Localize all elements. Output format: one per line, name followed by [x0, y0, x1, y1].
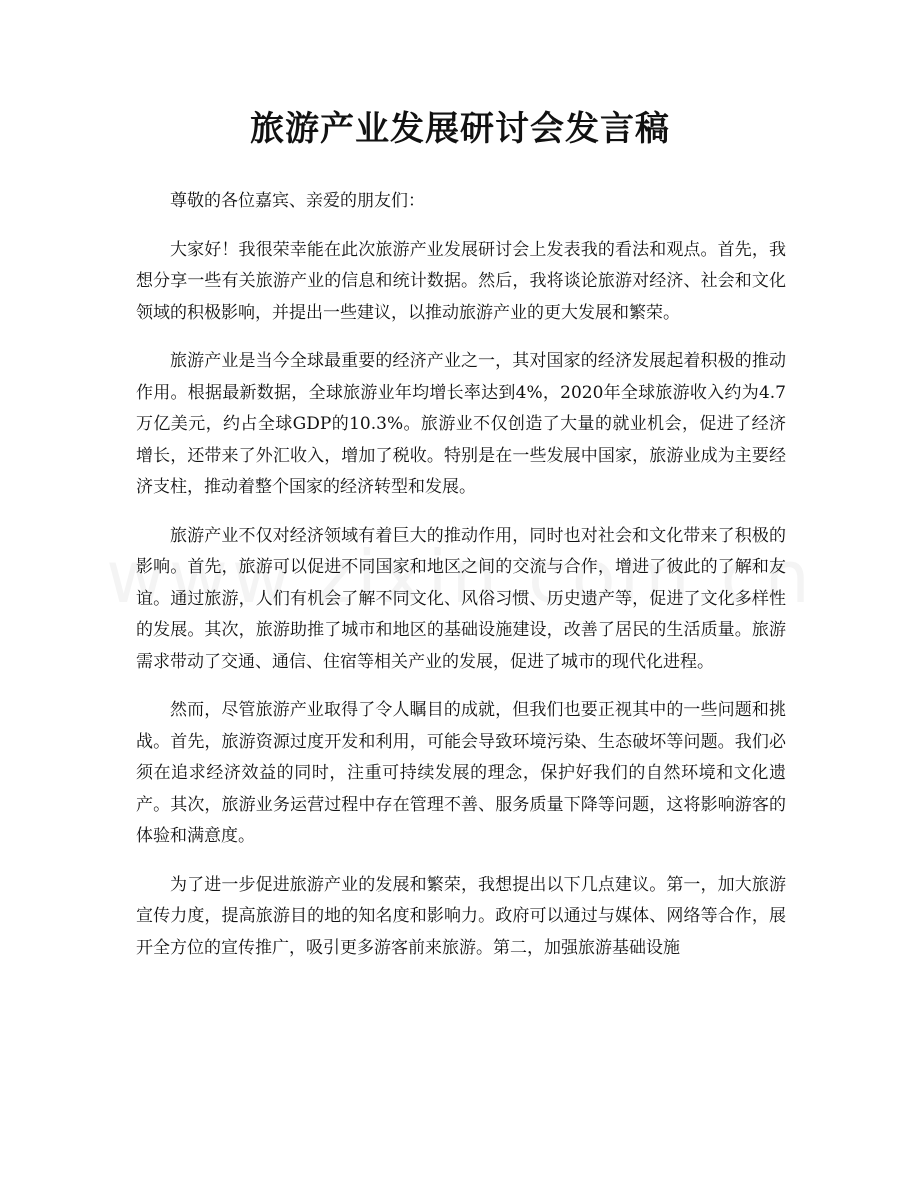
page-title: 旅游产业发展研讨会发言稿	[250, 109, 670, 149]
suggestions-paragraph: 为了进一步促进旅游产业的发展和繁荣，我想提出以下几点建议。第一，加大旅游宣传力度，提高旅游目的地的知名度和影响力。政府可以通过与媒体、网络等合作，展开全方位的宣传推广，吸引更多游客前来旅游。第二，加强旅游基础设施	[136, 874, 786, 958]
society-culture-paragraph: 旅游产业不仅对经济领域有着巨大的推动作用，同时也对社会和文化带来了积极的影响。首先，旅游可以促进不同国家和地区之间的交流与合作，增进了彼此的了解和友谊。通过旅游，人们有机会了解不同文化、风俗习惯、历史遗产等，促进了文化多样性的发展。其次，旅游助推了城市和地区的基础设施建设，改善了居民的生活质量。旅游需求带动了交通、通信、住宿等相关产业的发展，促进了城市的现代化进程。	[136, 525, 786, 672]
challenges-paragraph: 然而，尽管旅游产业取得了令人瞩目的成就，但我们也要正视其中的一些问题和挑战。首先，旅游资源过度开发和利用，可能会导致环境污染、生态破坏等问题。我们必须在追求经济效益的同时，注重可持续发展的理念，保护好我们的自然环境和文化遗产。其次，旅游业务运营过程中存在管理不善、服务质量下降等问题，这将影响游客的体验和满意度。	[136, 700, 786, 846]
economy-paragraph: 旅游产业是当今全球最重要的经济产业之一，其对国家的经济发展起着积极的推动作用。根据最新数据，全球旅游业年均增长率达到4%，2020年全球旅游收入约为4.7万亿美元，约占全球GDP的10.3%。旅游业不仅创造了大量的就业机会，促进了经济增长，还带来了外汇收入，增加了税收。特别是在一些发展中国家，旅游业成为主要经济支柱，推动着整个国家的经济转型和发展。	[136, 351, 786, 497]
intro-paragraph: 大家好！我很荣幸能在此次旅游产业发展研讨会上发表我的看法和观点。首先，我想分享一些有关旅游产业的信息和统计数据。然后，我将谈论旅游对经济、社会和文化领域的积极影响，并提出一些建议，以推动旅游产业的更大发展和繁荣。	[136, 239, 786, 323]
document-body	[136, 186, 786, 981]
salutation-paragraph: 尊敬的各位嘉宾、亲爱的朋友们：	[170, 191, 425, 211]
